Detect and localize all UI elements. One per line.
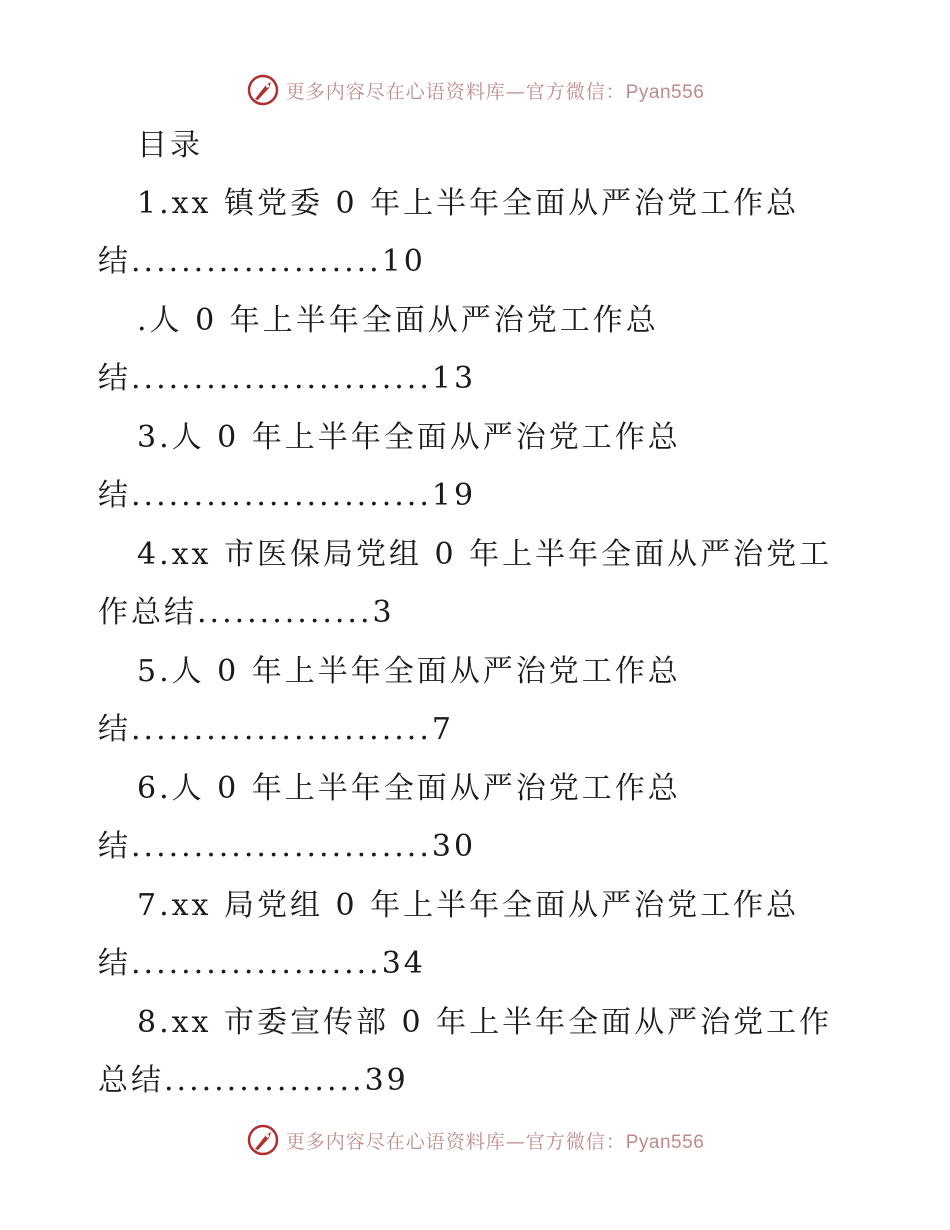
watermark-account: Pyan556	[625, 1131, 705, 1153]
toc-entry-title: 6.人 0 年上半年全面从严治党工作总	[137, 771, 681, 806]
toc-entry-page: 作总结..............3	[98, 595, 395, 630]
toc-entry-title: 5.人 0 年上半年全面从严治党工作总	[137, 654, 681, 689]
toc-entry-page: 总结................39	[98, 1063, 409, 1098]
watermark-text: 更多内容尽在心语资料库—官方微信：Pyan556	[285, 1130, 705, 1153]
watermark-account: Pyan556	[625, 81, 705, 103]
toc-entry-page: 结........................13	[98, 361, 477, 396]
watermark-text: 更多内容尽在心语资料库—官方微信：Pyan556	[285, 80, 705, 103]
toc-entry-page: 结....................10	[98, 244, 426, 279]
toc-entry-title: 3.人 0 年上半年全面从严治党工作总	[137, 420, 681, 455]
pen-nib-circle-icon	[246, 73, 280, 107]
toc-entry-title: 8.xx 市委宣传部 0 年上半年全面从严治党工作	[137, 1005, 833, 1040]
toc-heading: 目录	[137, 128, 203, 163]
toc-entry-page: 结........................30	[98, 829, 477, 864]
watermark-header	[0, 70, 950, 110]
pen-nib-circle-icon	[246, 1123, 280, 1157]
toc-entry-title: .人 0 年上半年全面从严治党工作总	[137, 303, 659, 338]
watermark-footer	[0, 1120, 950, 1160]
toc-entry-page: 结........................19	[98, 478, 477, 513]
toc-entry-title: 7.xx 局党组 0 年上半年全面从严治党工作总	[137, 888, 800, 923]
toc-entry-page: 结....................34	[98, 946, 426, 981]
toc-entry-page: 结........................7	[98, 712, 454, 747]
toc-entry-title: 1.xx 镇党委 0 年上半年全面从严治党工作总	[137, 186, 800, 221]
toc-entry-title: 4.xx 市医保局党组 0 年上半年全面从严治党工	[137, 537, 833, 572]
